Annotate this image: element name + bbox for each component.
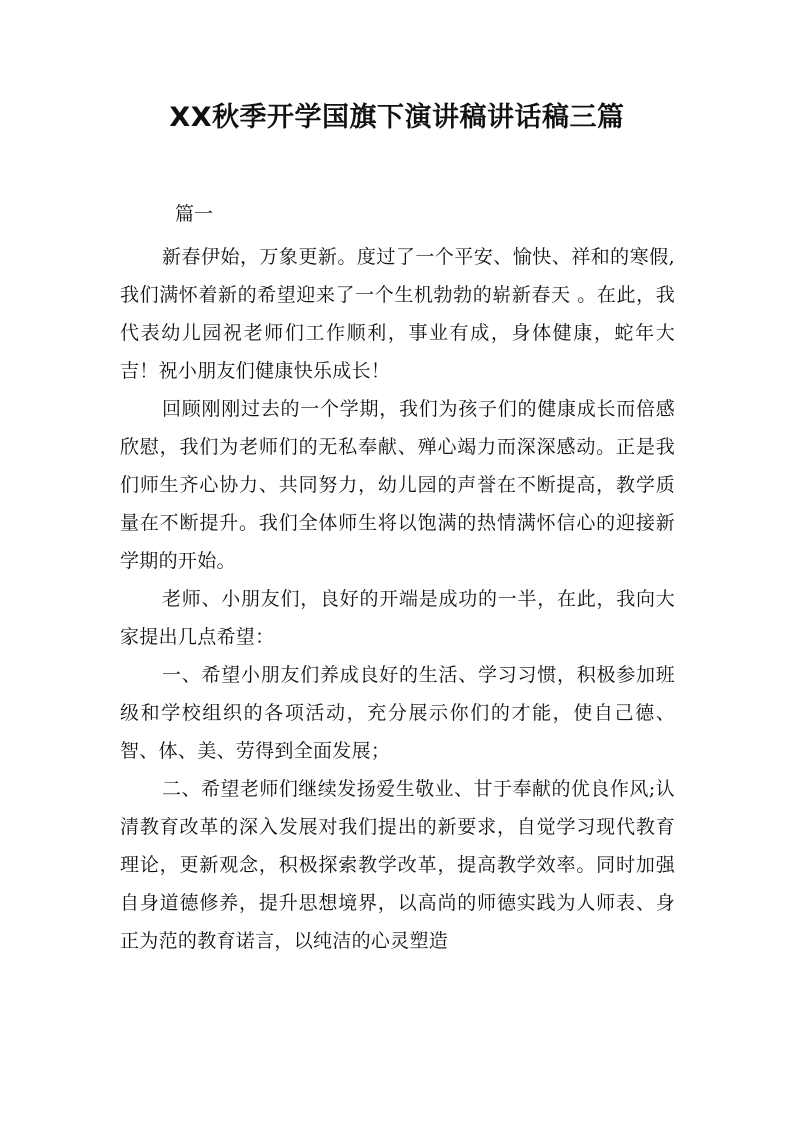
paragraph-hope-children: 一、希望小朋友们养成良好的生活、学习习惯，积极参加班级和学校组织的各项活动，充分展示你们的才能，使自己德、智、体、美、劳得到全面发展； — [120, 664, 675, 762]
paragraph-review: 回顾刚刚过去的一个学期，我们为孩子们的健康成长而倍感欣慰，我们为老师们的无私奉献、殚心竭力而深深感动。正是我们师生齐心协力、共同努力，幼儿园的声誉在不断提高，教学质量在不断提升。我们全体师生将以饱满的热情满怀信心的迎接新学期的开始。 — [120, 398, 675, 572]
section-heading: 篇一 — [175, 203, 214, 225]
paragraph-hope-teachers: 二、希望老师们继续发扬爱生敬业、甘于奉献的优良作风;认清教育改革的深入发展对我们提出的新要求，自觉学习现代教育理论，更新观念，积极探索教学改革，提高教学效率。同时加强自身道德修养，提升思想境界，以高尚的师德实践为人师表、身正为范的教育诺言，以纯洁的心灵塑造 — [120, 778, 675, 952]
paragraph-hopes-intro: 老师、小朋友们，良好的开端是成功的一半，在此，我向大家提出几点希望： — [120, 588, 675, 648]
document-title: XX秋季开学国旗下演讲稿讲话稿三篇 — [169, 102, 625, 133]
document-body — [120, 238, 675, 960]
paragraph-opening: 新春伊始，万象更新。度过了一个平安、愉快、祥和的寒假,我们满怀着新的希望迎来了一个生机勃勃的崭新春天 。在此，我代表幼儿园祝老师们工作顺利，事业有成，身体健康，蛇年大吉！祝小朋友们健康快乐成长！ — [120, 246, 675, 382]
